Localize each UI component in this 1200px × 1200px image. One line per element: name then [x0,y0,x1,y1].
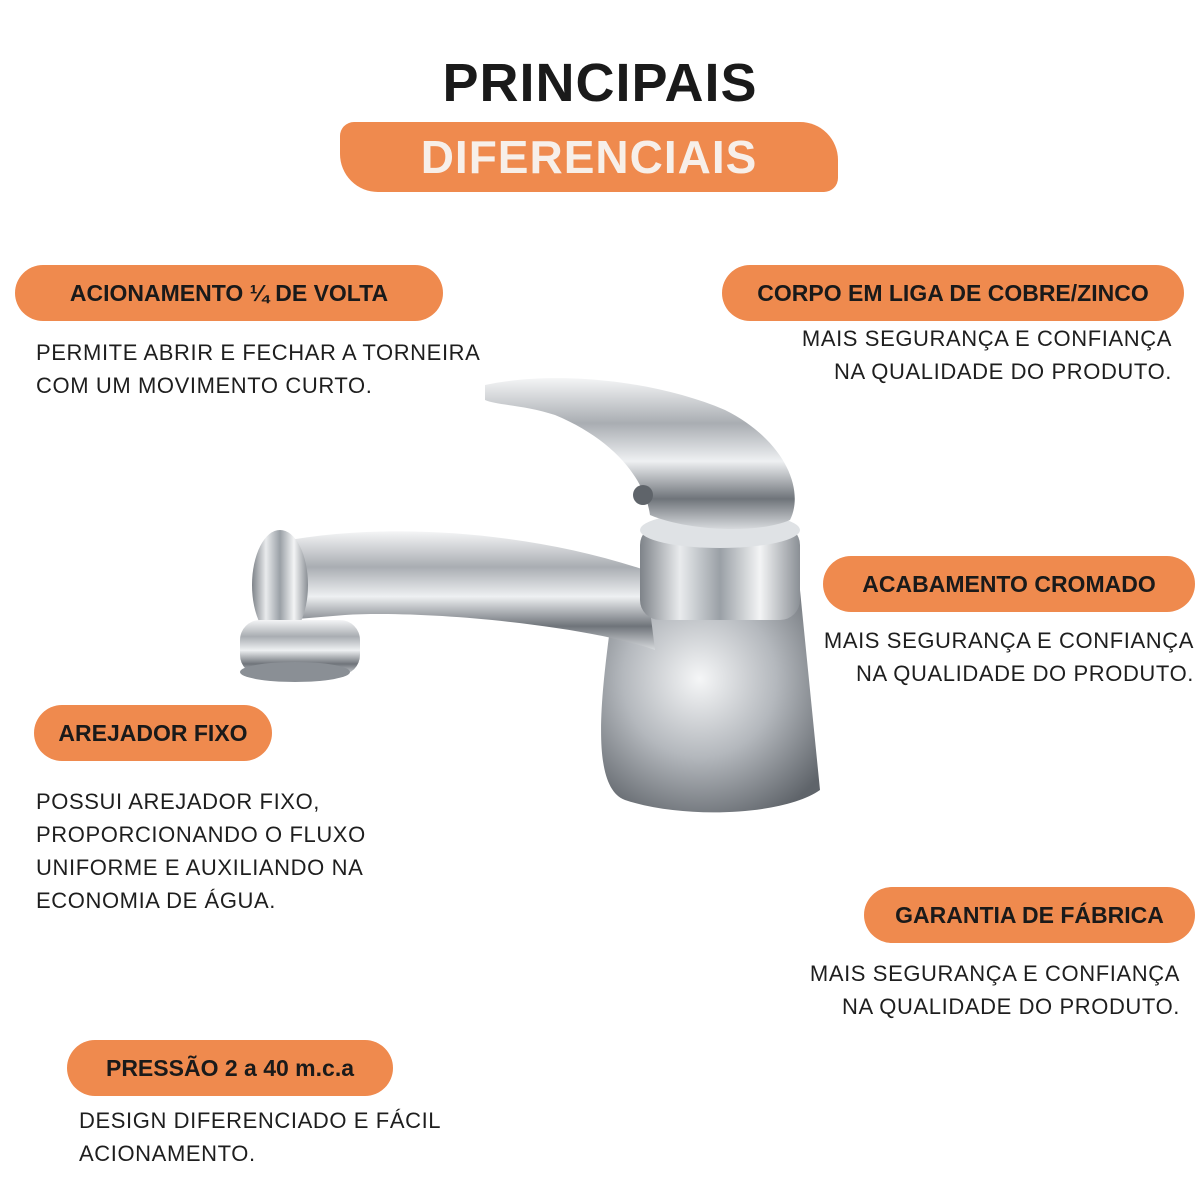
desc-line: MAIS SEGURANÇA E CONFIANÇA [809,961,1180,986]
feature-desc-warranty [810,957,1180,1023]
faucet-image [225,370,825,830]
desc-line: ECONOMIA DE ÁGUA. [36,888,277,913]
desc-line: POSSUI AREJADOR FIXO, [36,789,320,814]
desc-line: ACIONAMENTO. [79,1141,256,1166]
feature-desc-chrome [824,624,1194,690]
desc-line: MAIS SEGURANÇA E CONFIANÇA [801,326,1172,351]
desc-line: NA QUALIDADE DO PRODUTO. [842,994,1180,1019]
feature-pill-copper-zinc: CORPO EM LIGA DE COBRE/ZINCO [722,265,1184,321]
heading-diferenciais-badge [340,122,838,192]
desc-line: NA QUALIDADE DO PRODUTO. [856,661,1194,686]
feature-pill-aerator: AREJADOR FIXO [34,705,272,761]
heading-diferenciais: DIFERENCIAIS [420,131,758,183]
heading-principais: PRINCIPAIS [442,53,758,113]
feature-desc-pressure [79,1104,441,1170]
feature-desc-aerator [36,785,366,917]
desc-line: COM UM MOVIMENTO CURTO. [36,373,373,398]
desc-line: UNIFORME E AUXILIANDO NA [36,855,364,880]
feature-pill-quarter-turn: ACIONAMENTO ¼ DE VOLTA [15,265,443,321]
feature-pill-chrome: ACABAMENTO CROMADO [823,556,1195,612]
desc-line: MAIS SEGURANÇA E CONFIANÇA [823,628,1194,653]
desc-line: PROPORCIONANDO O FLUXO [36,822,366,847]
feature-desc-copper-zinc [802,322,1172,388]
desc-line: PERMITE ABRIR E FECHAR A TORNEIRA [36,340,481,365]
desc-line: DESIGN DIFERENCIADO E FÁCIL [79,1108,442,1133]
feature-pill-warranty: GARANTIA DE FÁBRICA [864,887,1195,943]
feature-pill-pressure: PRESSÃO 2 a 40 m.c.a [67,1040,393,1096]
feature-desc-quarter-turn [36,336,480,402]
desc-line: NA QUALIDADE DO PRODUTO. [834,359,1172,384]
